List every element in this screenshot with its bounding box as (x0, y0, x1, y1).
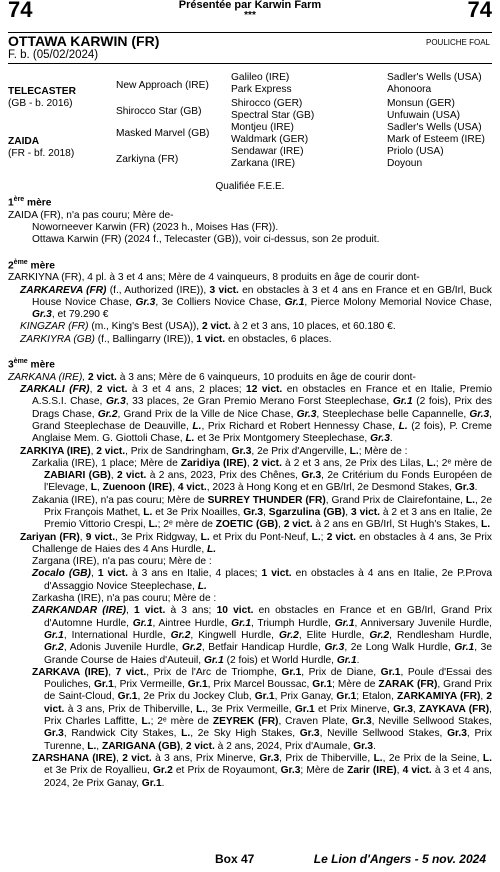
produce-entry: ZARKIYRA (GB) (f., Ballingarry (IRE)), 1 vict. en obstacles, 6 places. (20, 333, 332, 345)
sex-note: POULICHE FOAL (425, 38, 490, 47)
pedigree-gen4-item: Doyoun (387, 158, 423, 169)
dam-info: (FR - bf. 2018) (8, 148, 75, 159)
pedigree-gen3-item: Waldmark (GER) (231, 134, 309, 145)
produce-subentry: Zarkalia (IRE), 1 place; Mère de Zaridiya (IRE), 2 vict. à 2 et 3 ans, 2e Prix des Lilas, L.; 2ᵉ mère de ZABIARI (GB), 2 vict. à 2 ans, 2023, Prix des Chênes, Gr.3, 2e Critérium du Fonds Européen de l'Elevage, L, Zuenoon (IRE), 4 vict., 2023 à Hong Kong et en GB/Irl, 2e Desmond Stakes, Gr.3. (32, 457, 492, 494)
pedigree-gen4-item: Unfuwain (USA) (387, 110, 461, 121)
section-heading-third-dam: 3ème mère (8, 358, 55, 371)
horse-name: OTTAWA KARWIN (FR) (8, 33, 160, 49)
produce-subentry: Zakania (IRE), n'a pas couru; Mère de SURREY THUNDER (FR), Grand Prix de Clairefontaine, L., 2e Prix François Mathet, L. et 3e Prix Noailles, Gr.3, Sgarzulina (GB), 3 vict. à 2 et 3 ans en Italie, 2e Premio Vittorio Crespi, L.; 2ᵉ mère de ZOETIC (GB), 2 vict. à 2 ans en GB/Irl, St Hugh's Stakes, L. (32, 494, 493, 531)
pedigree-table (8, 70, 492, 178)
dam-name: ZAIDA (8, 136, 40, 147)
produce-subentry: ZARKAVA (IRE), 7 vict., Prix de l'Arc de Triomphe, Gr.1, Prix de Diane, Gr.1, Poule d'Essai des Pouliches, Gr.1, Prix Vermeille, Gr.1, Prix Marcel Boussac, Gr.1; Mère de ZARAK (FR), Grand Prix de Saint-Cloud, Gr.1, 2e Prix du Jockey Club, Gr.1, Prix Ganay, Gr.1; Etalon, ZARKAMIYA (FR), 2 vict. à 3 ans, Prix de Thiberville, L., 3e Prix Vermeille, Gr.1 et Prix Minerve, Gr.3, ZAYKAVA (FR), Prix Charles Laffitte, L.; 2ᵉ mère de ZEYREK (FR), Craven Plate, Gr.3, Neville Sellwood Stakes, Gr.3, Randwick City Stakes, L., 2e Sky High Stakes, Gr.3, Neville Sellwood Stakes, Gr.3, Prix Turenne, L., ZARIGANA (GB), 2 vict. à 2 ans, 2024, Prix d'Aumale, Gr.3. (32, 666, 492, 752)
pedigree-gen4-item: Sadler's Wells (USA) (387, 72, 482, 83)
produce-entry: Zargana (IRE), n'a pas couru; Mère de : (32, 556, 212, 568)
pedigree-gen4-item: Monsun (GER) (387, 98, 455, 109)
pedigree-gen3-item: Spectral Star (GB) (231, 110, 315, 121)
pedigree-gen4-item: Mark of Esteem (IRE) (387, 134, 485, 145)
pedigree-gen4-item: Priolo (USA) (387, 146, 444, 157)
produce-entry: Noworneever Karwin (FR) (2023 h., Moises Has (FR)). (32, 221, 279, 233)
dam-entry: ZARKANA (IRE), 2 vict. à 3 ans; Mère de 6 vainqueurs, 10 produits en âge de courir dont- (8, 371, 416, 383)
lot-number-left: 74 (8, 0, 33, 22)
produce-entry: ZARKIYA (IRE), 2 vict., Prix de Sandringham, Gr.3, 2e Prix d'Angerville, L.; Mère de : (20, 445, 408, 457)
pedigree-gen2-item: Masked Marvel (GB) (116, 128, 210, 139)
pedigree-gen3-item: Galileo (IRE) (231, 72, 290, 83)
produce-subentry: ZARKANDAR (IRE), 1 vict. à 3 ans; 10 vict. en obstacles en France et en GB/Irl, Grand Prix d'Automne Hurdle, Gr.1, Aintree Hurdle, Gr.1, Triumph Hurdle, Gr.1, Anniversary Juvenile Hurdle, Gr.1, International Hurdle, Gr.2, Kingwell Hurdle, Gr.2, Elite Hurdle, Gr.2, Rendlesham Hurdle, Gr.2, Adonis Juvenile Hurdle, Gr.2, Betfair Handicap Hurdle, Gr.3, 2e Long Walk Hurdle, Gr.1, 3e Grande Course de Haies d'Auteuil, Gr.1 (2 fois) et World Hurdle, Gr.1. (32, 605, 493, 666)
pedigree-gen2-item: Zarkiyna (FR) (116, 154, 179, 165)
pedigree-gen3-item: Montjeu (IRE) (231, 122, 294, 133)
pedigree-gen3-item: Zarkana (IRE) (231, 158, 295, 169)
pedigree-gen3-item: Sendawar (IRE) (231, 146, 304, 157)
dam-entry: ZAIDA (FR), n'a pas couru; Mère de- (8, 209, 174, 221)
pedigree-gen3-item: Shirocco (GER) (231, 98, 303, 109)
horse-description: F. b. (05/02/2024) (8, 49, 99, 61)
qualification-note: Qualifiée F.E.E. (215, 181, 285, 192)
dam-entry: ZARKIYNA (FR), 4 pl. à 3 et 4 ans; Mère de 4 vainqueurs, 8 produits en âge de courir dont- (8, 272, 420, 284)
produce-entry: ZARKAREVA (FR) (f., Authorized (IRE)), 3 vict. en obstacles à 3 et 4 ans en France et en GB/Irl, Buck House Novice Chase, Gr.3, 3e Colliers Novice Chase, Gr.1, Pierce Molony Memorial Novice Chase, Gr.3, et 79.290 € (20, 284, 493, 321)
produce-entry: Zarkasha (IRE), n'a pas couru; Mère de : (32, 593, 217, 605)
pedigree-gen4-item: Ahonoora (387, 84, 432, 95)
stars-rating: *** (244, 10, 256, 21)
produce-entry: Zariyan (FR), 9 vict., 3e Prix Ridgway, L. et Prix du Pont-Neuf, L.; 2 vict. en obstacles à 4 ans, 3e Prix Challenge de Haies des 4 Ans Hurdle, L. (20, 531, 492, 555)
pedigree-gen2-item: Shirocco Star (GB) (116, 106, 202, 117)
produce-subentry: ZARSHANA (IRE), 2 vict. à 3 ans, Prix Minerve, Gr.3, Prix de Thiberville, L., 2e Prix de la Seine, L. et 3e Prix de Royallieu, Gr.2 et Prix de Royaumont, Gr.3; Mère de Zarir (IRE), 4 vict. à 3 et 4 ans, 2024, 2e Prix Ganay, Gr.1. (32, 752, 492, 789)
produce-entry: KINGZAR (FR) (m., King's Best (USA)), 2 vict. à 2 et 3 ans, 10 places, et 60.180 €. (20, 321, 396, 333)
pedigree-gen2-item: New Approach (IRE) (116, 80, 209, 91)
lot-number-right: 74 (467, 0, 492, 22)
produce-record (8, 194, 492, 790)
produce-subentry: Zocalo (GB), 1 vict. à 3 ans en Italie, 4 places; 1 vict. en obstacles à 4 ans en Italie, 2e P.Prova d'Assaggio Novice Steeplechase, L. (32, 568, 492, 592)
section-heading-first-dam: 1ère mère (8, 196, 52, 209)
produce-entry: Ottawa Karwin (FR) (2024 f., Telecaster (GB)), voir ci-dessus, son 2e produit. (32, 234, 380, 246)
produce-entry: ZARKALI (FR), 2 vict. à 3 et 4 ans, 2 places; 12 vict. en obstacles en France et en Italie, Premio A.S.S.I. Chase, Gr.3, 33 places, 2e Gran Premio Merano Forst Steeplechase, Gr.1 (2 fois), Prix des Drags Chase, Gr.2, Grand Prix de la Ville de Nice Chase, Gr.3, Steeplechase belle Capannelle, Gr.3, Grand Steeplechase de Deauville, L., Prix Richard et Robert Hennessy Chase, L. (2 fois), P. Creme Anglaise Mem. G. Giottoli Chase, L. et 3e Prix Montgomery Steeplechase, Gr.3. (20, 384, 492, 445)
pedigree-gen3-item: Park Express (231, 84, 292, 95)
sire-info: (GB - b. 2016) (8, 98, 73, 109)
consignor-line: Présentée par Karwin Farm (178, 0, 322, 11)
box-number: Box 47 (215, 852, 255, 866)
section-heading-second-dam: 2ème mère (8, 258, 55, 271)
pedigree-rule (8, 63, 492, 64)
sale-location-date: Le Lion d'Angers - 5 nov. 2024 (313, 852, 486, 866)
pedigree-gen4-item: Sadler's Wells (USA) (387, 122, 482, 133)
sire-name: TELECASTER (8, 86, 76, 97)
